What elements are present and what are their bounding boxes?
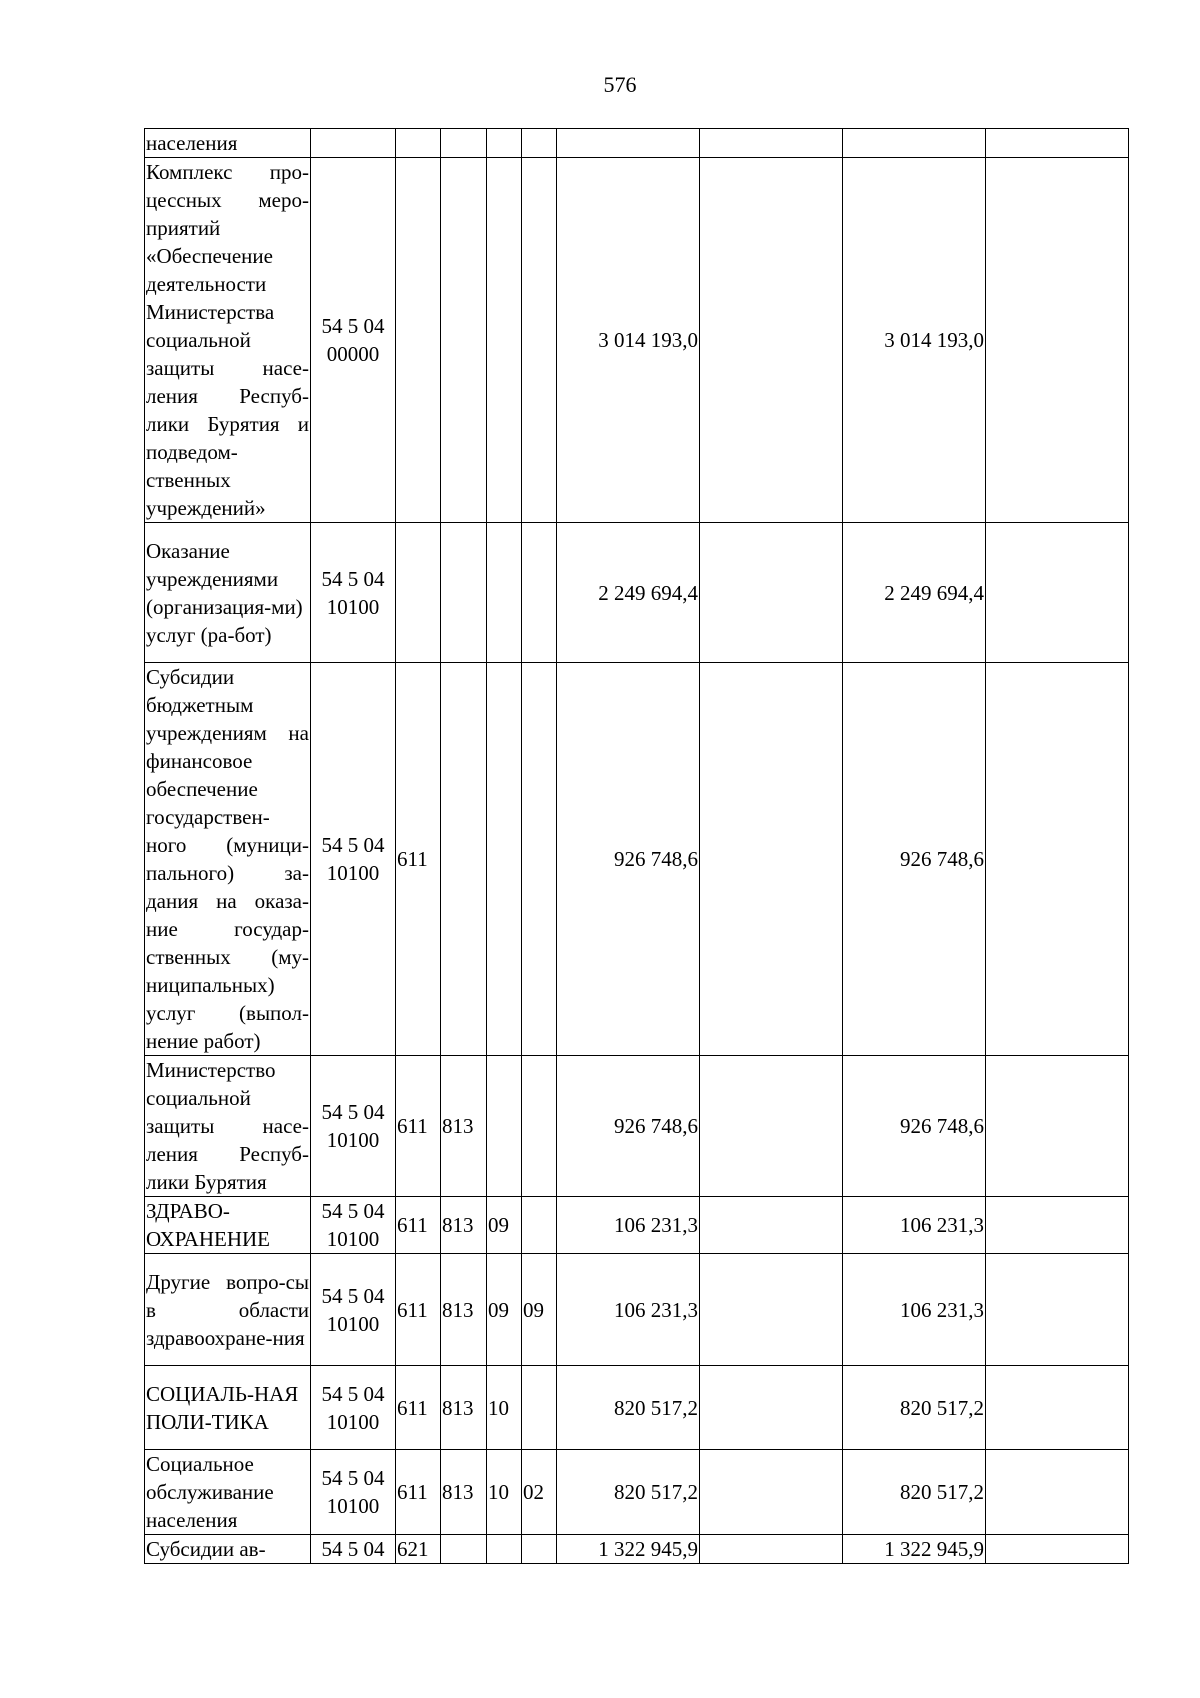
expense-type-cell: 621	[396, 1535, 441, 1564]
administrator-code-cell	[441, 158, 487, 523]
other-amount-cell	[986, 1450, 1129, 1535]
other-amount-cell	[986, 158, 1129, 523]
total-amount-cell: 2 249 694,4	[557, 523, 700, 663]
section-cell	[487, 129, 522, 158]
regional-amount-cell: 106 231,3	[843, 1197, 986, 1254]
table-row	[145, 1366, 1129, 1450]
regional-amount-cell: 820 517,2	[843, 1366, 986, 1450]
federal-amount-cell	[700, 1197, 843, 1254]
table-row	[145, 1197, 1129, 1254]
other-amount-cell	[986, 1366, 1129, 1450]
other-amount-cell	[986, 129, 1129, 158]
table-row	[145, 129, 1129, 158]
section-cell: 09	[487, 1197, 522, 1254]
target-article-cell	[311, 129, 396, 158]
section-cell	[487, 158, 522, 523]
section-cell: 10	[487, 1450, 522, 1535]
total-amount-cell: 106 231,3	[557, 1254, 700, 1366]
row-name-cell: Министерство социальной защиты насе-ления Респуб-лики Бурятия	[145, 1056, 311, 1197]
regional-amount-cell	[843, 129, 986, 158]
subsection-cell	[522, 1197, 557, 1254]
administrator-code-cell	[441, 129, 487, 158]
federal-amount-cell	[700, 129, 843, 158]
target-article-cell: 54 5 04 10100	[311, 663, 396, 1056]
subsection-cell: 09	[522, 1254, 557, 1366]
federal-amount-cell	[700, 523, 843, 663]
federal-amount-cell	[700, 1535, 843, 1564]
administrator-code-cell	[441, 523, 487, 663]
table-row	[145, 1254, 1129, 1366]
other-amount-cell	[986, 663, 1129, 1056]
table-row	[145, 158, 1129, 523]
administrator-code-cell: 813	[441, 1450, 487, 1535]
row-name-cell: населения	[145, 129, 311, 158]
section-cell: 09	[487, 1254, 522, 1366]
administrator-code-cell: 813	[441, 1254, 487, 1366]
administrator-code-cell	[441, 1535, 487, 1564]
row-name-cell: Субсидии ав-	[145, 1535, 311, 1564]
target-article-cell: 54 5 04 10100	[311, 1197, 396, 1254]
row-name-cell: Другие вопро-сы в области здравоохране-ния	[145, 1254, 311, 1366]
subsection-cell	[522, 1535, 557, 1564]
section-cell	[487, 1535, 522, 1564]
total-amount-cell	[557, 129, 700, 158]
subsection-cell: 02	[522, 1450, 557, 1535]
expense-type-cell: 611	[396, 1056, 441, 1197]
expense-type-cell	[396, 523, 441, 663]
federal-amount-cell	[700, 663, 843, 1056]
regional-amount-cell: 3 014 193,0	[843, 158, 986, 523]
regional-amount-cell: 2 249 694,4	[843, 523, 986, 663]
section-cell	[487, 523, 522, 663]
total-amount-cell: 926 748,6	[557, 663, 700, 1056]
other-amount-cell	[986, 1056, 1129, 1197]
row-name-cell: Оказание учреждениями (организация-ми) услуг (ра-бот)	[145, 523, 311, 663]
total-amount-cell: 926 748,6	[557, 1056, 700, 1197]
table-row	[145, 1450, 1129, 1535]
total-amount-cell: 820 517,2	[557, 1450, 700, 1535]
budget-table	[144, 128, 1129, 1564]
expense-type-cell	[396, 129, 441, 158]
other-amount-cell	[986, 1535, 1129, 1564]
table-row	[145, 523, 1129, 663]
regional-amount-cell: 926 748,6	[843, 1056, 986, 1197]
subsection-cell	[522, 523, 557, 663]
regional-amount-cell: 820 517,2	[843, 1450, 986, 1535]
federal-amount-cell	[700, 1366, 843, 1450]
row-name-cell: Комплекс про-цессных меро-приятий «Обеспечение деятельности Министерства социальной защиты насе-ления Респуб-лики Бурятия и подведом-ственных учреждений»	[145, 158, 311, 523]
target-article-cell: 54 5 04 10100	[311, 1254, 396, 1366]
page-number: 576	[603, 72, 637, 97]
expense-type-cell: 611	[396, 1450, 441, 1535]
administrator-code-cell: 813	[441, 1056, 487, 1197]
total-amount-cell: 3 014 193,0	[557, 158, 700, 523]
expense-type-cell: 611	[396, 1254, 441, 1366]
regional-amount-cell: 1 322 945,9	[843, 1535, 986, 1564]
target-article-cell: 54 5 04 10100	[311, 523, 396, 663]
target-article-cell: 54 5 04 00000	[311, 158, 396, 523]
regional-amount-cell: 926 748,6	[843, 663, 986, 1056]
federal-amount-cell	[700, 1254, 843, 1366]
target-article-cell: 54 5 04 10100	[311, 1450, 396, 1535]
regional-amount-cell: 106 231,3	[843, 1254, 986, 1366]
section-cell	[487, 1056, 522, 1197]
section-cell	[487, 663, 522, 1056]
subsection-cell	[522, 1366, 557, 1450]
target-article-cell: 54 5 04 10100	[311, 1056, 396, 1197]
row-name-cell: Субсидии бюджетным учреждениям на финансовое обеспечение государствен-ного (муници-пального) за-дания на оказа-ние государ-ственных (му-ниципальных) услуг (выпол-нение работ)	[145, 663, 311, 1056]
subsection-cell	[522, 1056, 557, 1197]
target-article-cell: 54 5 04	[311, 1535, 396, 1564]
total-amount-cell: 1 322 945,9	[557, 1535, 700, 1564]
other-amount-cell	[986, 1197, 1129, 1254]
table-row	[145, 663, 1129, 1056]
subsection-cell	[522, 158, 557, 523]
table-row	[145, 1535, 1129, 1564]
expense-type-cell	[396, 158, 441, 523]
section-cell: 10	[487, 1366, 522, 1450]
administrator-code-cell: 813	[441, 1197, 487, 1254]
table-body	[145, 129, 1129, 1564]
administrator-code-cell	[441, 663, 487, 1056]
expense-type-cell: 611	[396, 1366, 441, 1450]
expense-type-cell: 611	[396, 1197, 441, 1254]
target-article-cell: 54 5 04 10100	[311, 1366, 396, 1450]
total-amount-cell: 106 231,3	[557, 1197, 700, 1254]
subsection-cell	[522, 663, 557, 1056]
federal-amount-cell	[700, 158, 843, 523]
table-row	[145, 1056, 1129, 1197]
total-amount-cell: 820 517,2	[557, 1366, 700, 1450]
federal-amount-cell	[700, 1056, 843, 1197]
subsection-cell	[522, 129, 557, 158]
row-name-cell: СОЦИАЛЬ-НАЯ ПОЛИ-ТИКА	[145, 1366, 311, 1450]
other-amount-cell	[986, 1254, 1129, 1366]
federal-amount-cell	[700, 1450, 843, 1535]
other-amount-cell	[986, 523, 1129, 663]
administrator-code-cell: 813	[441, 1366, 487, 1450]
expense-type-cell: 611	[396, 663, 441, 1056]
row-name-cell: ЗДРАВО-ОХРАНЕНИЕ	[145, 1197, 311, 1254]
row-name-cell: Социальное обслуживание населения	[145, 1450, 311, 1535]
